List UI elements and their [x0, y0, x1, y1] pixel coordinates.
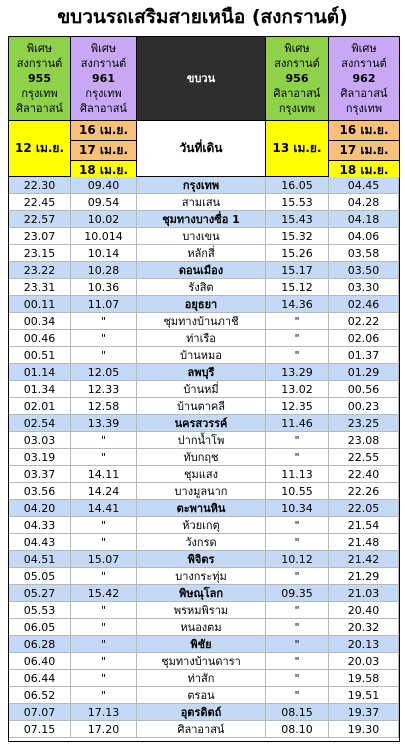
time-train-956: 11.13	[266, 466, 329, 483]
station-name: ท่าเรือ	[137, 330, 266, 347]
time-train-962: 02.22	[329, 313, 399, 330]
time-train-962: 22.40	[329, 466, 399, 483]
station-name: นครสวรรค์	[137, 415, 266, 432]
time-train-956: 08.10	[266, 721, 329, 738]
time-train-956: "	[266, 534, 329, 551]
date-train-961-1: 16 เม.ย.	[71, 121, 136, 140]
station-name: พรหมพิราม	[137, 602, 266, 619]
time-train-955: 00.11	[9, 296, 71, 313]
time-train-956: 15.32	[266, 228, 329, 245]
table-row	[9, 670, 399, 687]
time-train-956: 15.17	[266, 262, 329, 279]
table-row	[9, 619, 399, 636]
time-train-961: 10.014	[71, 228, 137, 245]
date-train-956: 13 เม.ย.	[266, 121, 329, 177]
time-train-955: 00.51	[9, 347, 71, 364]
time-train-962: 02.46	[329, 296, 399, 313]
table-row	[9, 534, 399, 551]
time-train-962: 20.32	[329, 619, 399, 636]
dates-train-961	[71, 121, 137, 177]
time-train-961: 10.02	[71, 211, 137, 228]
station-name: ชุมแสง	[137, 466, 266, 483]
time-train-955: 00.34	[9, 313, 71, 330]
station-name: บางกระทุ่ม	[137, 568, 266, 585]
time-train-956: 10.34	[266, 500, 329, 517]
header-train-956-destination: กรุงเทพ	[278, 102, 316, 115]
header-train-961-destination: ศิลาอาสน์	[80, 102, 127, 115]
time-train-955: 04.43	[9, 534, 71, 551]
station-name: รังสิต	[137, 279, 266, 296]
time-train-955: 23.31	[9, 279, 71, 296]
station-name: พิจิตร	[137, 551, 266, 568]
time-train-956: 13.29	[266, 364, 329, 381]
time-train-955: 23.07	[9, 228, 71, 245]
time-train-955: 05.27	[9, 585, 71, 602]
time-train-955: 07.07	[9, 704, 71, 721]
header-train-955-origin: กรุงเทพ	[21, 87, 58, 100]
time-train-955: 00.46	[9, 330, 71, 347]
station-name: ปากน้ำโพ	[137, 432, 266, 449]
table-row	[9, 398, 399, 415]
time-train-961: 13.39	[71, 415, 137, 432]
time-train-961: "	[71, 602, 137, 619]
station-name: ตรอน	[137, 687, 266, 704]
time-train-955: 06.28	[9, 636, 71, 653]
date-train-961-2: 17 เม.ย.	[71, 140, 136, 160]
header-train-961	[71, 37, 137, 121]
time-train-956: "	[266, 449, 329, 466]
station-name: บางเขน	[137, 228, 266, 245]
station-name: ศิลาอาสน์	[137, 721, 266, 738]
time-train-956: "	[266, 517, 329, 534]
time-train-961: "	[71, 449, 137, 466]
time-train-961: "	[71, 347, 137, 364]
time-train-962: 19.51	[329, 687, 399, 704]
time-train-961: 11.07	[71, 296, 137, 313]
time-train-962: 03.30	[329, 279, 399, 296]
timetable	[8, 36, 400, 742]
time-train-962: 20.40	[329, 602, 399, 619]
time-train-962: 01.37	[329, 347, 399, 364]
header-train-962	[329, 37, 399, 121]
time-train-956: 10.55	[266, 483, 329, 500]
time-train-962: 04.18	[329, 211, 399, 228]
time-train-961: 15.42	[71, 585, 137, 602]
station-name: ชุมทางบ้านดารา	[137, 653, 266, 670]
date-train-955: 12 เม.ย.	[9, 121, 71, 177]
header-train-961-number: 961	[92, 72, 115, 85]
time-train-961: 14.24	[71, 483, 137, 500]
station-name: ดอนเมือง	[137, 262, 266, 279]
header-train-956	[266, 37, 329, 121]
table-row	[9, 313, 399, 330]
station-name: บ้านหมี่	[137, 381, 266, 398]
header-train-955-number: 955	[28, 72, 51, 85]
page-title: ขบวนรถเสริมสายเหนือ (สงกรานต์)	[57, 6, 348, 28]
time-train-961: 09.54	[71, 194, 137, 211]
time-train-955: 06.52	[9, 687, 71, 704]
table-row	[9, 245, 399, 262]
station-name: อยุธยา	[137, 296, 266, 313]
table-row	[9, 585, 399, 602]
time-train-956: 15.43	[266, 211, 329, 228]
table-row	[9, 279, 399, 296]
table-row	[9, 211, 399, 228]
table-row	[9, 687, 399, 704]
table-row	[9, 483, 399, 500]
time-train-962: 21.42	[329, 551, 399, 568]
time-train-955: 02.01	[9, 398, 71, 415]
time-train-962: 19.58	[329, 670, 399, 687]
time-train-961: "	[71, 619, 137, 636]
time-train-962: 19.30	[329, 721, 399, 738]
time-train-956: 08.15	[266, 704, 329, 721]
header-train-956-origin: ศิลาอาสน์	[273, 87, 321, 100]
time-train-955: 03.03	[9, 432, 71, 449]
time-train-955: 23.15	[9, 245, 71, 262]
time-train-955: 23.22	[9, 262, 71, 279]
station-name: พิษณุโลก	[137, 585, 266, 602]
time-train-956: "	[266, 619, 329, 636]
time-train-955: 03.56	[9, 483, 71, 500]
time-train-961: "	[71, 313, 137, 330]
header-train-label-text: ขบวน	[186, 72, 216, 85]
station-name: ท่าสัก	[137, 670, 266, 687]
time-train-961: 12.05	[71, 364, 137, 381]
time-train-956: "	[266, 432, 329, 449]
time-train-961: 10.14	[71, 245, 137, 262]
time-train-956: "	[266, 330, 329, 347]
header-train-956-number: 956	[285, 72, 309, 85]
time-train-962: 20.03	[329, 653, 399, 670]
date-label: วันที่เดิน	[137, 121, 266, 177]
time-train-956: 15.12	[266, 279, 329, 296]
date-train-962-2: 17 เม.ย.	[329, 140, 399, 160]
time-train-961: 15.07	[71, 551, 137, 568]
station-name: อุตรดิตถ์	[137, 704, 266, 721]
time-train-962: 03.50	[329, 262, 399, 279]
time-train-962: 21.48	[329, 534, 399, 551]
time-train-962: 00.23	[329, 398, 399, 415]
time-train-955: 07.15	[9, 721, 71, 738]
time-train-961: 12.33	[71, 381, 137, 398]
station-name: บางมูลนาก	[137, 483, 266, 500]
time-train-962: 04.06	[329, 228, 399, 245]
time-train-956: 16.05	[266, 177, 329, 194]
time-train-956: 13.02	[266, 381, 329, 398]
table-row	[9, 653, 399, 670]
time-train-956: 15.26	[266, 245, 329, 262]
time-train-956: "	[266, 687, 329, 704]
header-train-961-line-1: พิเศษ	[90, 42, 117, 55]
station-name: วังกรด	[137, 534, 266, 551]
time-train-962: 01.29	[329, 364, 399, 381]
schedule-rows	[9, 177, 399, 738]
time-train-961: "	[71, 568, 137, 585]
table-row	[9, 177, 399, 194]
time-train-955: 06.44	[9, 670, 71, 687]
table-row	[9, 347, 399, 364]
header-train-962-origin: ศิลาอาสน์	[340, 87, 388, 100]
time-train-956: "	[266, 670, 329, 687]
header-train-955-destination: ศิลาอาสน์	[16, 102, 63, 115]
time-train-955: 22.30	[9, 177, 71, 194]
time-train-962: 03.58	[329, 245, 399, 262]
header-train-955-line-1: พิเศษ	[26, 42, 53, 55]
time-train-956: "	[266, 313, 329, 330]
time-train-955: 22.45	[9, 194, 71, 211]
time-train-961: "	[71, 636, 137, 653]
table-row	[9, 551, 399, 568]
header-train-962-number: 962	[352, 72, 376, 85]
station-name: กรุงเทพ	[137, 177, 266, 194]
station-name: ห้วยเกตุ	[137, 517, 266, 534]
time-train-962: 19.37	[329, 704, 399, 721]
time-train-955: 01.14	[9, 364, 71, 381]
time-train-961: 14.41	[71, 500, 137, 517]
time-train-955: 04.51	[9, 551, 71, 568]
time-train-961: 17.20	[71, 721, 137, 738]
date-train-961-3: 18 เม.ย.	[71, 160, 136, 180]
time-train-956: 12.35	[266, 398, 329, 415]
time-train-962: 23.08	[329, 432, 399, 449]
header-train-962-line-1: พิเศษ	[351, 42, 377, 55]
time-train-955: 06.40	[9, 653, 71, 670]
time-train-961: "	[71, 670, 137, 687]
table-row	[9, 500, 399, 517]
time-train-962: 23.25	[329, 415, 399, 432]
table-row	[9, 432, 399, 449]
header-train-label	[137, 37, 266, 121]
time-train-961: 14.11	[71, 466, 137, 483]
time-train-961: "	[71, 432, 137, 449]
time-train-961: 09.40	[71, 177, 137, 194]
header-train-961-origin: กรุงเทพ	[85, 87, 122, 100]
time-train-956: 11.46	[266, 415, 329, 432]
station-name: บ้านตาคลี	[137, 398, 266, 415]
time-train-956: "	[266, 568, 329, 585]
table-row	[9, 602, 399, 619]
time-train-961: 12.58	[71, 398, 137, 415]
time-train-962: 04.45	[329, 177, 399, 194]
table-row	[9, 194, 399, 211]
table-row	[9, 466, 399, 483]
time-train-962: 22.26	[329, 483, 399, 500]
station-name: ชุมทางบ้านภาชี	[137, 313, 266, 330]
time-train-956: "	[266, 602, 329, 619]
time-train-955: 02.54	[9, 415, 71, 432]
time-train-955: 04.33	[9, 517, 71, 534]
table-row	[9, 262, 399, 279]
time-train-956: "	[266, 653, 329, 670]
station-name: หลักสี่	[137, 245, 266, 262]
time-train-962: 00.56	[329, 381, 399, 398]
table-row	[9, 704, 399, 721]
time-train-961: "	[71, 653, 137, 670]
table-row	[9, 517, 399, 534]
header-train-962-line-2: สงกรานต์	[341, 57, 387, 70]
station-name: สามเสน	[137, 194, 266, 211]
table-row	[9, 364, 399, 381]
table-row	[9, 415, 399, 432]
time-train-962: 04.28	[329, 194, 399, 211]
header-train-955-line-2: สงกรานต์	[16, 57, 63, 70]
time-train-962: 21.54	[329, 517, 399, 534]
station-name: พิชัย	[137, 636, 266, 653]
time-train-962: 21.29	[329, 568, 399, 585]
time-train-962: 20.13	[329, 636, 399, 653]
time-train-956: "	[266, 347, 329, 364]
station-name: ลพบุรี	[137, 364, 266, 381]
date-train-962-3: 18 เม.ย.	[329, 160, 399, 180]
table-row	[9, 330, 399, 347]
time-train-961: 10.36	[71, 279, 137, 296]
table-row	[9, 568, 399, 585]
time-train-961: "	[71, 517, 137, 534]
table-row	[9, 381, 399, 398]
header-train-962-destination: กรุงเทพ	[345, 102, 383, 115]
header-train-956-line-2: สงกรานต์	[274, 57, 320, 70]
time-train-961: "	[71, 687, 137, 704]
time-train-956: "	[266, 636, 329, 653]
time-train-955: 01.34	[9, 381, 71, 398]
header-train-961-line-2: สงกรานต์	[80, 57, 127, 70]
time-train-962: 02.06	[329, 330, 399, 347]
table-row	[9, 296, 399, 313]
time-train-962: 22.05	[329, 500, 399, 517]
time-train-955: 04.20	[9, 500, 71, 517]
time-train-961: 10.28	[71, 262, 137, 279]
station-name: ตะพานหิน	[137, 500, 266, 517]
station-name: บ้านหมอ	[137, 347, 266, 364]
table-row	[9, 636, 399, 653]
table-row	[9, 228, 399, 245]
table-row	[9, 449, 399, 466]
time-train-955: 03.37	[9, 466, 71, 483]
time-train-961: "	[71, 330, 137, 347]
header-train-955	[9, 37, 71, 121]
dates-train-962	[329, 121, 399, 177]
time-train-956: 10.12	[266, 551, 329, 568]
time-train-962: 22.55	[329, 449, 399, 466]
time-train-955: 22.57	[9, 211, 71, 228]
time-train-956: 15.53	[266, 194, 329, 211]
time-train-961: 17.13	[71, 704, 137, 721]
table-row	[9, 721, 399, 738]
time-train-956: 09.35	[266, 585, 329, 602]
station-name: ชุมทางบางซื่อ 1	[137, 211, 266, 228]
time-train-955: 05.53	[9, 602, 71, 619]
date-train-962-1: 16 เม.ย.	[329, 121, 399, 140]
header-train-956-line-1: พิเศษ	[284, 42, 310, 55]
time-train-955: 05.05	[9, 568, 71, 585]
time-train-961: "	[71, 534, 137, 551]
time-train-956: 14.36	[266, 296, 329, 313]
time-train-955: 03.19	[9, 449, 71, 466]
station-name: ทับกฤช	[137, 449, 266, 466]
station-name: หนองตม	[137, 619, 266, 636]
time-train-955: 06.05	[9, 619, 71, 636]
time-train-962: 21.03	[329, 585, 399, 602]
